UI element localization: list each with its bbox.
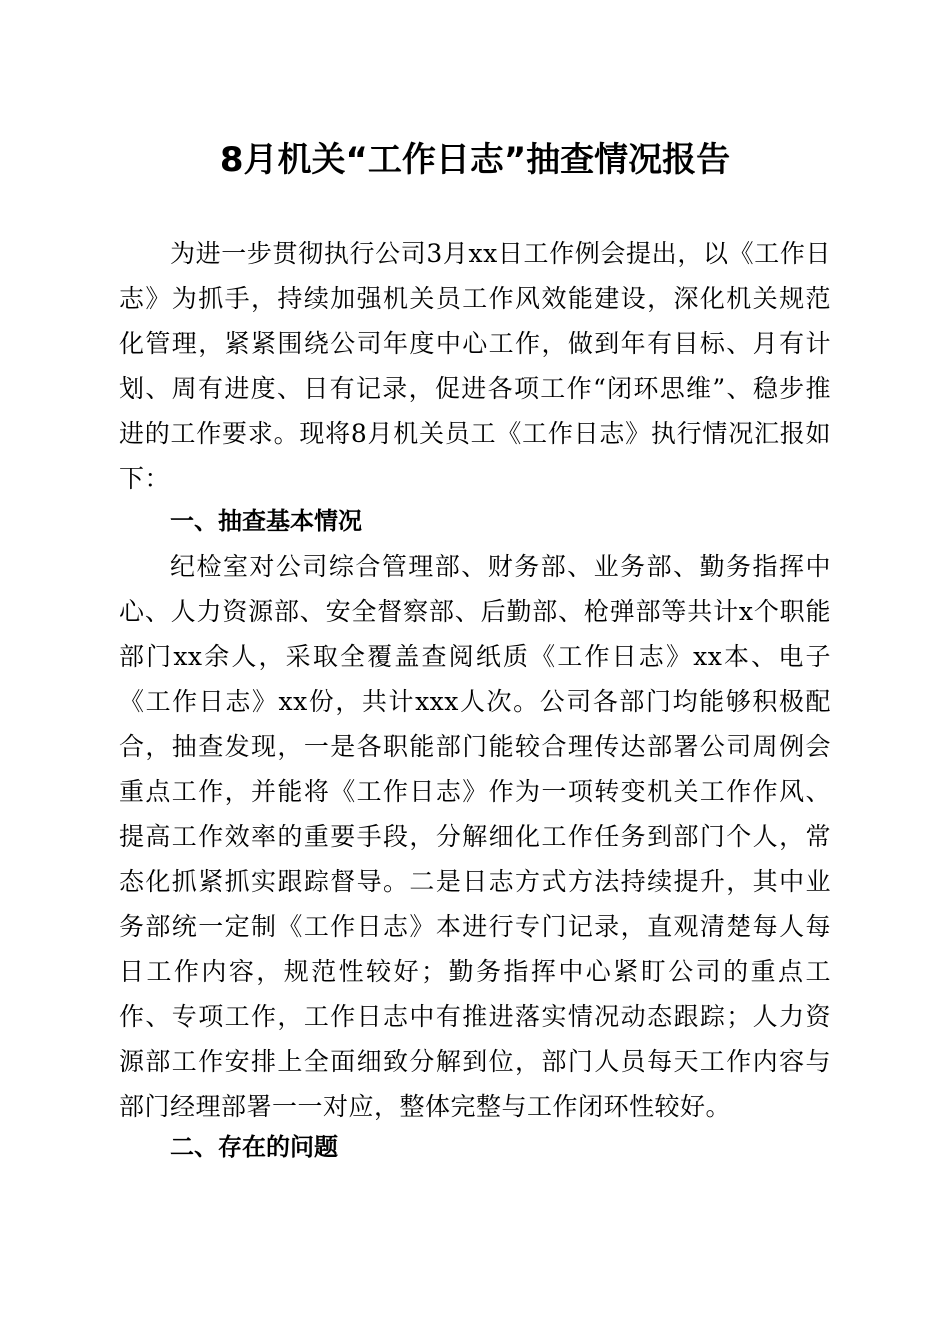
document-title: 8月机关“工作日志”抽查情况报告 <box>219 140 731 180</box>
section-heading-existing-problems: 二、存在的问题 <box>170 1133 338 1161</box>
section-paragraph-basic-situation: 纪检室对公司综合管理部、财务部、业务部、勤务指挥中心、人力资源部、安全督察部、后勤部、枪弹部等共计x个职能部门xx余人，采取全覆盖查阅纸质《工作日志》xx本、电子《工作日志》xx份，共计xxx人次。公司各部门均能够积极配合，抽查发现，一是各职能部门能较合理传达部署公司周例会重点工作，并能将《工作日志》作为一项转变机关工作作风、提高工作效率的重要手段，分解细化工作任务到部门个人，常态化抓紧抓实跟踪督导。二是日志方式方法持续提升，其中业务部统一定制《工作日志》本进行专门记录，直观清楚每人每日工作内容，规范性较好；勤务指挥中心紧盯公司的重点工作、专项工作，工作日志中有推进落实情况动态跟踪；人力资源部工作安排上全面细致分解到位，部门人员每天工作内容与部门经理部署一一对应，整体完整与工作闭环性较好。 <box>119 552 831 1121</box>
section-heading-basic-situation: 一、抽查基本情况 <box>170 507 362 535</box>
intro-paragraph: 为进一步贯彻执行公司3月xx日工作例会提出，以《工作日志》为抓手，持续加强机关员工作风效能建设，深化机关规范化管理，紧紧围绕公司年度中心工作，做到年有目标、月有计划、周有进度、日有记录，促进各项工作“闭环思维”、稳步推进的工作要求。现将8月机关员工《工作日志》执行情况汇报如下： <box>119 239 831 493</box>
